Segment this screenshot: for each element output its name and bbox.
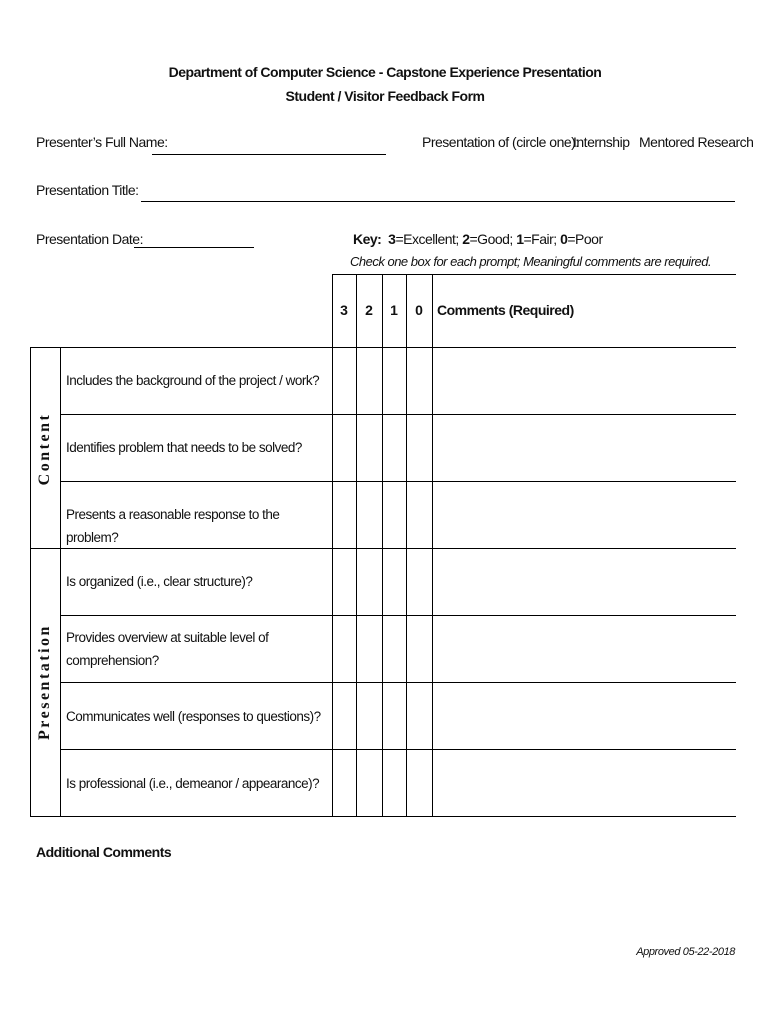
table-left-border xyxy=(30,347,31,816)
section-label-presentation: Presentation xyxy=(36,624,53,740)
row-divider xyxy=(60,682,736,683)
col-2-left-border xyxy=(356,274,357,816)
col-0-left-border xyxy=(406,274,407,816)
date-field[interactable] xyxy=(134,247,254,248)
prompt-background: Includes the background of the project / work? xyxy=(66,373,320,388)
prompt-problem: Identifies problem that needs to be solved? xyxy=(66,440,302,455)
row-divider xyxy=(60,615,736,616)
presentation-of-label: Presentation of (circle one): xyxy=(422,134,579,150)
prompt-communicates: Communicates well (responses to questions)? xyxy=(66,709,321,724)
title-label: Presentation Title: xyxy=(36,182,139,198)
col-header-1: 1 xyxy=(390,302,398,318)
presenter-name-field[interactable] xyxy=(152,154,386,155)
prompt-professional: Is professional (i.e., demeanor / appearance)? xyxy=(66,776,320,791)
row-divider xyxy=(60,414,736,415)
presenter-name-label: Presenter’s Full Name: xyxy=(36,134,168,150)
prompt-overview: Provides overview at suitable level of comprehension? xyxy=(66,630,269,668)
col-header-0: 0 xyxy=(415,302,423,318)
rating-key: Key: 3=Excellent; 2=Good; 1=Fair; 0=Poor xyxy=(353,231,603,247)
form-title: Department of Computer Science - Capstone Experience Presentation xyxy=(168,64,602,80)
col-1-left-border xyxy=(382,274,383,816)
rating-instruction: Check one box for each prompt; Meaningful comments are required. xyxy=(350,254,712,269)
table-top-border xyxy=(332,274,736,275)
form-subtitle: Student / Visitor Feedback Form xyxy=(285,88,485,104)
col-3-left-border xyxy=(332,274,333,816)
option-mentored-research[interactable]: Mentored Research xyxy=(639,134,754,150)
date-label: Presentation Date: xyxy=(36,231,143,247)
col-header-3: 3 xyxy=(340,302,348,318)
table-bottom-border xyxy=(30,816,736,817)
table-header-border xyxy=(30,347,736,348)
col-header-comments: Comments (Required) xyxy=(437,302,574,318)
row-divider xyxy=(60,749,736,750)
col-header-2: 2 xyxy=(365,302,373,318)
comments-left-border xyxy=(432,274,433,816)
additional-comments-label: Additional Comments xyxy=(36,844,172,860)
section-label-border xyxy=(60,347,61,816)
prompt-organized: Is organized (i.e., clear structure)? xyxy=(66,574,253,589)
prompt-response: Presents a reasonable response to the problem? xyxy=(66,507,280,545)
row-divider xyxy=(60,481,736,482)
approval-date: Approved 05-22-2018 xyxy=(636,946,735,958)
title-field[interactable] xyxy=(141,201,735,202)
section-label-content: Content xyxy=(36,412,53,486)
option-internship[interactable]: Internship xyxy=(573,134,630,150)
